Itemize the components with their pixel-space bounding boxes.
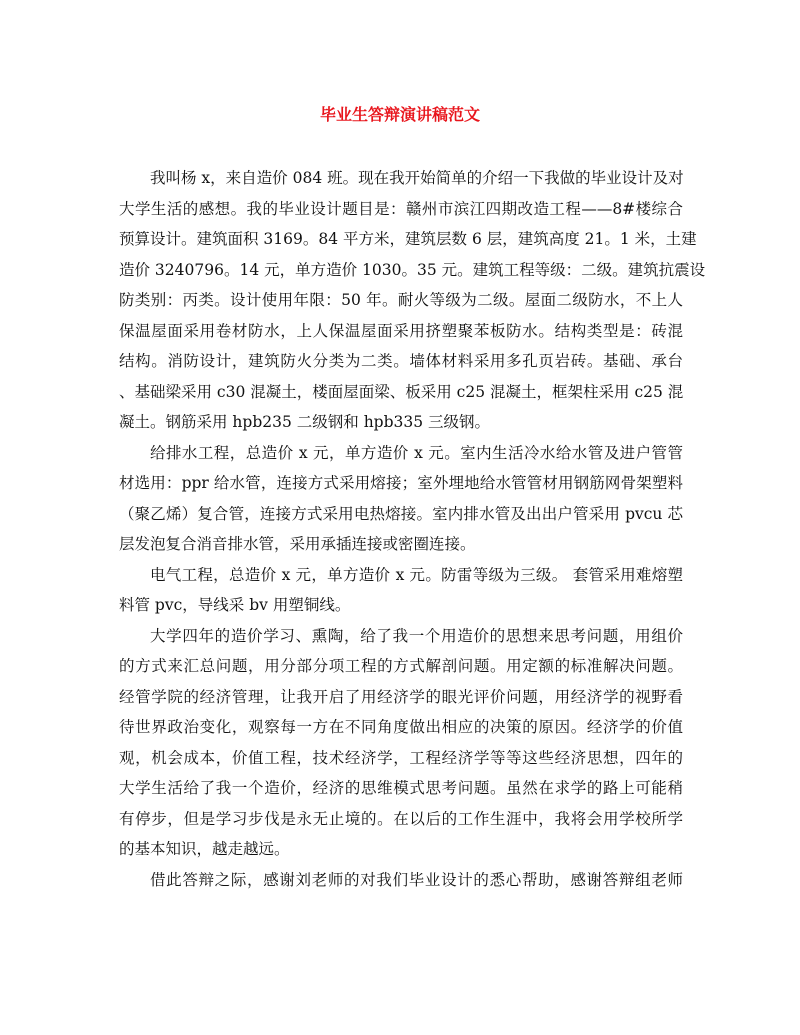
- paragraph-line: 借此答辩之际，感谢刘老师的对我们毕业设计的悉心帮助，感谢答辩组老师: [150, 870, 683, 889]
- document-title: 毕业生答辩演讲稿范文: [319, 105, 480, 124]
- paragraph-line: 经管学院的经济管理，让我开启了用经济学的眼光评价问题，用经济学的视野看: [119, 687, 683, 706]
- paragraph-line: 给排水工程，总造价 x 元，单方造价 x 元。室内生活冷水给水管及进户管管: [150, 443, 683, 462]
- paragraph: [119, 560, 683, 621]
- paragraph-line: 的基本知识，越走越远。: [119, 840, 290, 858]
- paragraph-line: 防类别：丙类。设计使用年限：50 年。耐火等级为二级。屋面二级防水，不上人: [119, 291, 683, 309]
- paragraph-line: 电气工程，总造价 x 元，单方造价 x 元。防雷等级为三级。 套管采用难熔塑: [150, 565, 683, 584]
- paragraph: [119, 163, 706, 438]
- paragraph-line: 待世界政治变化，观察每一方在不同角度做出相应的决策的原因。经济学的价值: [119, 718, 683, 736]
- paragraph: [119, 438, 683, 560]
- paragraph-line: 我叫杨 x，来自造价 084 班。现在我开始简单的介绍一下我做的毕业设计及对: [150, 169, 684, 187]
- paragraph-line: 材选用：ppr 给水管，连接方式采用熔接；室外埋地给水管管材用钢筋网骨架塑料: [119, 474, 683, 492]
- paragraph-line: 凝土。钢筋采用 hpb235 二级钢和 hpb335 三级钢。: [119, 413, 491, 431]
- paragraph-line: 结构。消防设计，建筑防火分类为二类。墙体材料采用多孔页岩砖。基础、承台: [119, 352, 683, 370]
- paragraph-line: 的方式来汇总问题，用分部分项工程的方式解剖问题。用定额的标准解决问题。: [119, 657, 683, 675]
- paragraph-line: 层发泡复合消音排水管，采用承插连接或密圈连接。: [119, 535, 476, 553]
- paragraph-line: 造价 3240796。14 元，单方造价 1030。35 元。建筑工程等级：二级。建筑抗震设: [119, 260, 706, 279]
- paragraph: [119, 621, 683, 865]
- document-body: [119, 163, 706, 895]
- paragraph-line: 大学生活给了我一个造价，经济的思维模式思考问题。虽然在求学的路上可能稍: [119, 779, 683, 797]
- paragraph-line: 大学生活的感想。我的毕业设计题目是：赣州市滨江四期改造工程——8#楼综合: [119, 199, 683, 218]
- paragraph-line: 保温屋面采用卷材防水，上人保温屋面采用挤塑聚苯板防水。结构类型是：砖混: [119, 321, 683, 340]
- paragraph: [119, 865, 683, 896]
- paragraph-line: 有停步，但是学习步伐是永无止境的。在以后的工作生涯中，我将会用学校所学: [119, 809, 683, 828]
- paragraph-line: （聚乙烯）复合管，连接方式采用电热熔接。室内排水管及出出户管采用 pvcu 芯: [119, 504, 683, 523]
- paragraph-line: 预算设计。建筑面积 3169。84 平方米，建筑层数 6 层，建筑高度 21。1 米，土建: [119, 230, 697, 248]
- paragraph-line: 、基础梁采用 c30 混凝土，楼面屋面梁、板采用 c25 混凝土，框架柱采用 c25 混: [119, 382, 684, 401]
- paragraph-line: 大学四年的造价学习、熏陶，给了我一个用造价的思想来思考问题，用组价: [150, 626, 683, 645]
- paragraph-line: 料管 pvc，导线采 bv 用塑铜线。: [119, 596, 351, 614]
- paragraph-line: 观，机会成本，价值工程，技术经济学，工程经济学等等这些经济思想，四年的: [119, 748, 683, 767]
